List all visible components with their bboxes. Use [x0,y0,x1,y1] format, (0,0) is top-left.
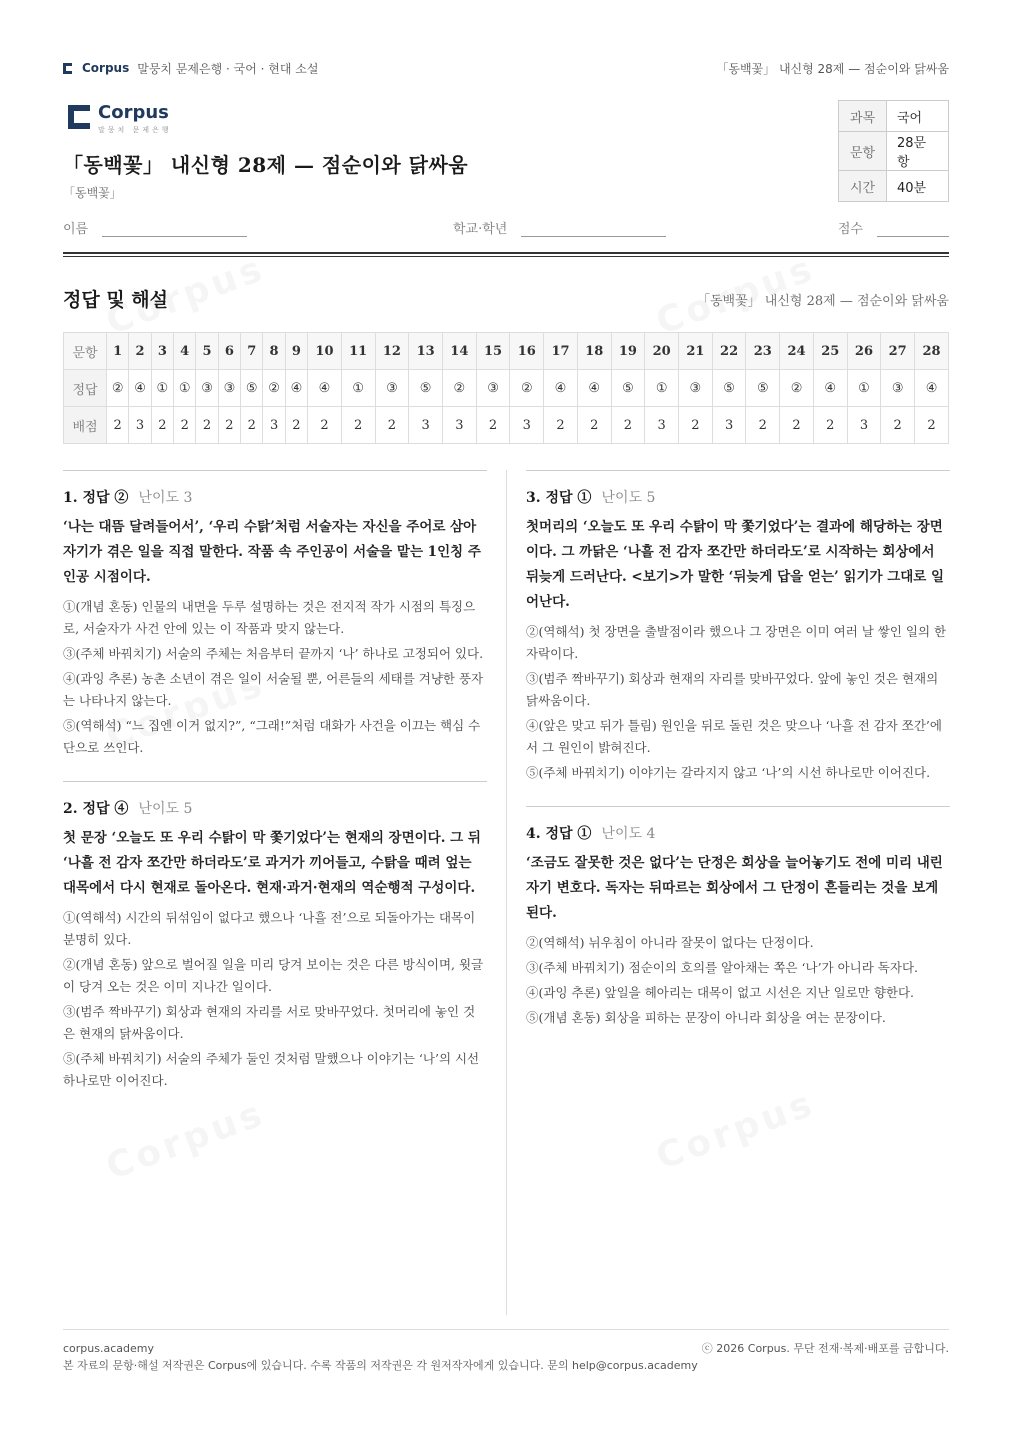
main-explanation: 첫머리의 ‘오늘도 또 우리 수탉이 막 쫓기었다’는 결과에 해당하는 장면이다. 그 까닭은 ‘나흘 전 감자 쪼간만 하더라도’로 시작하는 회상에서 뒤늦게 드러난다. <보기>가 말한 ‘뒤늦게 답을 얻는’ 읽기가 그대로 일어난다. [526,519,945,610]
answer-cell: ④ [813,370,847,407]
option-note: ②(역해석) 첫 장면을 출발점이라 했으나 그 장면은 이미 여러 날 쌓인 일의 한 자락이다. [526,624,947,661]
section-title: 정답 및 해설 [63,289,168,311]
main-explanation: 첫 문장 ‘오늘도 또 우리 수탉이 막 쫓기었다’는 현재의 장면이다. 그 뒤 ‘나흘 전 감자 쪼간만 하더라도’로 과거가 끼어들고, 수탉을 때려 엎는 대목에서 다시 현재로 돌아온다. 현재·과거·현재의 역순행적 구성이다. [63,830,481,896]
meta-table [838,100,949,202]
points-cell: 3 [263,407,285,444]
option-note: ⑤(개념 혼동) 회상을 피하는 문장이 아니라 회상을 여는 문장이다. [526,1010,886,1025]
column-divider [506,470,507,1315]
points-cell: 3 [409,407,443,444]
points-cell: 2 [241,407,263,444]
footer [63,1329,949,1374]
question-number-cell: 8 [263,333,285,370]
answer-cell: ② [780,370,814,407]
answer-cell: ⑤ [241,370,263,407]
question-number-cell: 24 [780,333,814,370]
score-field [838,218,949,237]
top-bar-brand: Corpus [82,61,130,75]
answer-cell: ⑤ [611,370,645,407]
option-note: ③(주체 바꿔치기) 서술의 주체는 처음부터 끝까지 ‘나’ 하나로 고정되어 있다. [63,646,484,661]
question-number-cell: 27 [881,333,915,370]
exam-page [63,0,949,1432]
row-label: 배점 [64,407,107,444]
points-cell: 2 [174,407,196,444]
points-cell: 2 [544,407,578,444]
question-number-cell: 26 [847,333,881,370]
option-note: ④(과잉 추론) 농촌 소년이 겪은 일이 서술될 뿐, 어른들의 세태를 겨냥한 풍자는 나타나지 않는다. [63,671,484,708]
meta-row [839,101,949,132]
answer-cell: ③ [375,370,409,407]
explanation-1 [63,470,487,759]
question-number-cell: 11 [341,333,375,370]
answer-cell: ⑤ [712,370,746,407]
answer-label: 3. 정답 ① [526,490,592,506]
question-number-cell: 5 [196,333,218,370]
answer-cell: ② [510,370,544,407]
header [63,100,949,260]
option-note: ③(범주 짝바꾸기) 회상과 현재의 자리를 서로 맞바꾸었다. 첫머리에 놓인 것은 현재의 닭싸움이다. [63,1004,476,1041]
points-cell: 2 [915,407,949,444]
meta-value: 국어 [887,101,949,132]
question-number-cell: 13 [409,333,443,370]
name-input-line[interactable] [102,220,247,237]
answer-table-number-row [64,333,949,370]
points-cell: 2 [881,407,915,444]
question-number-cell: 17 [544,333,578,370]
points-cell: 2 [780,407,814,444]
answer-cell: ① [847,370,881,407]
question-number-cell: 15 [476,333,510,370]
question-number-cell: 10 [308,333,342,370]
watermark [651,1083,821,1178]
option-note: ②(개념 혼동) 앞으로 벌어질 일을 미리 당겨 보이는 것은 다른 방식이며, 윗글이 당겨 오는 것은 이미 지나간 일이다. [63,957,484,994]
answer-cell: ④ [285,370,307,407]
answer-cell: ② [107,370,129,407]
points-cell: 2 [218,407,240,444]
question-number-cell: 23 [746,333,780,370]
question-number-cell: 7 [241,333,263,370]
footer-row [63,1340,949,1357]
explanation-3 [526,470,950,784]
meta-row [839,171,949,202]
question-number-cell: 4 [174,333,196,370]
answer-cell: ① [341,370,375,407]
question-number-cell: 20 [645,333,679,370]
meta-key: 시간 [839,171,887,202]
question-number-cell: 1 [107,333,129,370]
top-bar-left [63,60,318,77]
question-number-cell: 16 [510,333,544,370]
answer-label: 4. 정답 ① [526,826,592,842]
name-field [63,218,247,237]
answer-cell: ③ [679,370,713,407]
points-cell: 2 [107,407,129,444]
points-cell: 3 [442,407,476,444]
name-label: 이름 [63,222,89,237]
difficulty: 난이도 4 [601,826,656,842]
meta-value: 28문항 [887,132,949,171]
question-number-cell: 21 [679,333,713,370]
answer-label: 2. 정답 ④ [63,801,129,817]
answer-table [63,332,949,444]
explanations-left-column [63,470,487,1095]
option-note: ④(앞은 맞고 뒤가 틀림) 원인을 뒤로 돌린 것은 맞으나 ‘나흘 전 감자 쪼간’에서 그 원인이 밝혀진다. [526,718,942,755]
difficulty: 난이도 5 [601,490,656,506]
header-divider [63,252,949,257]
question-number-cell: 28 [915,333,949,370]
section-running-title: 「동백꽃」 내신형 28제 — 점순이와 닭싸움 [696,294,949,309]
answer-cell: ③ [196,370,218,407]
points-cell: 2 [577,407,611,444]
points-cell: 2 [476,407,510,444]
points-cell: 2 [285,407,307,444]
points-cell: 3 [645,407,679,444]
points-cell: 2 [308,407,342,444]
answer-cell: ③ [218,370,240,407]
answer-cell: ⑤ [409,370,443,407]
question-number-cell: 25 [813,333,847,370]
answer-cell: ⑤ [746,370,780,407]
answer-cell: ④ [577,370,611,407]
corpus-mark-icon [63,63,72,74]
difficulty: 난이도 3 [138,490,193,506]
option-note: ⑤(주체 바꿔치기) 서술의 주체가 둘인 것처럼 말했으나 이야기는 ‘나’의 시선 하나로만 이어진다. [63,1051,480,1088]
question-head [526,823,950,843]
document-title: 「동백꽃」 내신형 28제 — 점순이와 닭싸움 [63,153,469,177]
points-cell: 2 [341,407,375,444]
explanation-2 [63,781,487,1092]
corpus-logo-icon [68,105,90,129]
main-explanation: ‘나는 대뜸 달려들어서’, ‘우리 수탉’처럼 서술자는 자신을 주어로 삼아 자기가 겪은 일을 직접 말한다. 작품 속 주인공이 서술을 맡는 1인칭 주인공 시점이다. [63,519,481,585]
option-note: ⑤(역해석) “느 집엔 이거 없지?”, “그래!”처럼 대화가 사건을 이끄는 핵심 수단으로 쓰인다. [63,718,481,755]
points-cell: 2 [196,407,218,444]
meta-value: 40분 [887,171,949,202]
main-explanation: ‘조금도 잘못한 것은 없다’는 단정은 회상을 늘어놓기도 전에 미리 내린 자기 변호다. 독자는 뒤따르는 회상에서 그 단정이 흔들리는 것을 보게 된다. [526,855,943,921]
explanations-right-column [526,470,950,1032]
answer-table-points-row [64,407,949,444]
answer-cell: ④ [544,370,578,407]
explanation-4 [526,806,950,1029]
question-head [63,487,487,507]
question-number-cell: 3 [151,333,173,370]
option-note: ①(개념 혼동) 인물의 내면을 두루 설명하는 것은 전지적 작가 시점의 특징으로, 서술자가 사건 안에 있는 이 작품과 맞지 않는다. [63,599,476,636]
option-note: ②(역해석) 뉘우침이 아니라 잘못이 없다는 단정이다. [526,935,814,950]
row-label: 문항 [64,333,107,370]
school-label: 학교·학년 [453,222,508,237]
meta-key: 과목 [839,101,887,132]
watermark [101,1093,271,1188]
logo [68,103,172,135]
answer-cell: ④ [915,370,949,407]
document-subtitle: 「동백꽃」 [63,186,122,200]
points-cell: 3 [847,407,881,444]
row-label: 정답 [64,370,107,407]
question-number-cell: 12 [375,333,409,370]
logo-name: Corpus [98,102,169,123]
points-cell: 2 [813,407,847,444]
question-head [63,798,487,818]
top-bar-title: 「동백꽃」 내신형 28제 — 점순이와 닭싸움 [716,61,949,76]
meta-key: 문항 [839,132,887,171]
answer-cell: ① [645,370,679,407]
student-fields [63,218,949,240]
logo-tagline: 말뭉치 문제은행 [98,126,172,134]
question-number-cell: 9 [285,333,307,370]
points-cell: 3 [712,407,746,444]
answer-cell: ① [151,370,173,407]
answer-cell: ④ [308,370,342,407]
answer-label: 1. 정답 ② [63,490,129,506]
points-cell: 2 [679,407,713,444]
footer-site-link[interactable]: corpus.academy [63,1342,154,1355]
school-field [453,218,666,237]
footer-notice: 본 자료의 문항·해설 저작권은 Corpus에 있습니다. 수록 작품의 저작권은 각 원저작자에게 있습니다. 문의 help@corpus.academy [63,1359,698,1372]
answer-table-answer-row [64,370,949,407]
option-note: ①(역해석) 시간의 뒤섞임이 없다고 했으나 ‘나흘 전’으로 되돌아가는 대목이 분명히 있다. [63,910,476,947]
answer-cell: ③ [881,370,915,407]
footer-row [63,1357,949,1374]
points-cell: 2 [375,407,409,444]
answer-cell: ② [442,370,476,407]
points-cell: 2 [746,407,780,444]
question-number-cell: 6 [218,333,240,370]
difficulty: 난이도 5 [138,801,193,817]
answer-cell: ③ [476,370,510,407]
option-note: ③(주체 바꿔치기) 점순이의 호의를 알아채는 쪽은 ‘나’가 아니라 독자다. [526,960,918,975]
points-cell: 3 [510,407,544,444]
points-cell: 2 [611,407,645,444]
points-cell: 3 [129,407,151,444]
option-note: ⑤(주체 바꿔치기) 이야기는 갈라지지 않고 ‘나’의 시선 하나로만 이어진다. [526,765,931,780]
answer-cell: ④ [129,370,151,407]
top-bar-path: 말뭉치 문제은행 · 국어 · 현대 소설 [137,61,319,76]
question-head [526,487,950,507]
score-input-line[interactable] [877,220,949,237]
footer-copyright: ⓒ 2026 Corpus. 무단 전재·복제·배포를 금합니다. [701,1342,949,1355]
school-input-line[interactable] [521,220,666,237]
question-number-cell: 2 [129,333,151,370]
option-note: ④(과잉 추론) 앞일을 헤아리는 대목이 없고 시선은 지난 일로만 향한다. [526,985,915,1000]
question-number-cell: 22 [712,333,746,370]
answer-cell: ① [174,370,196,407]
question-number-cell: 18 [577,333,611,370]
option-note: ③(범주 짝바꾸기) 회상과 현재의 자리를 맞바꾸었다. 앞에 놓인 것은 현재의 닭싸움이다. [526,671,939,708]
points-cell: 2 [151,407,173,444]
answer-cell: ② [263,370,285,407]
question-number-cell: 14 [442,333,476,370]
score-label: 점수 [837,222,863,237]
top-bar [63,58,949,78]
meta-row [839,132,949,171]
question-number-cell: 19 [611,333,645,370]
